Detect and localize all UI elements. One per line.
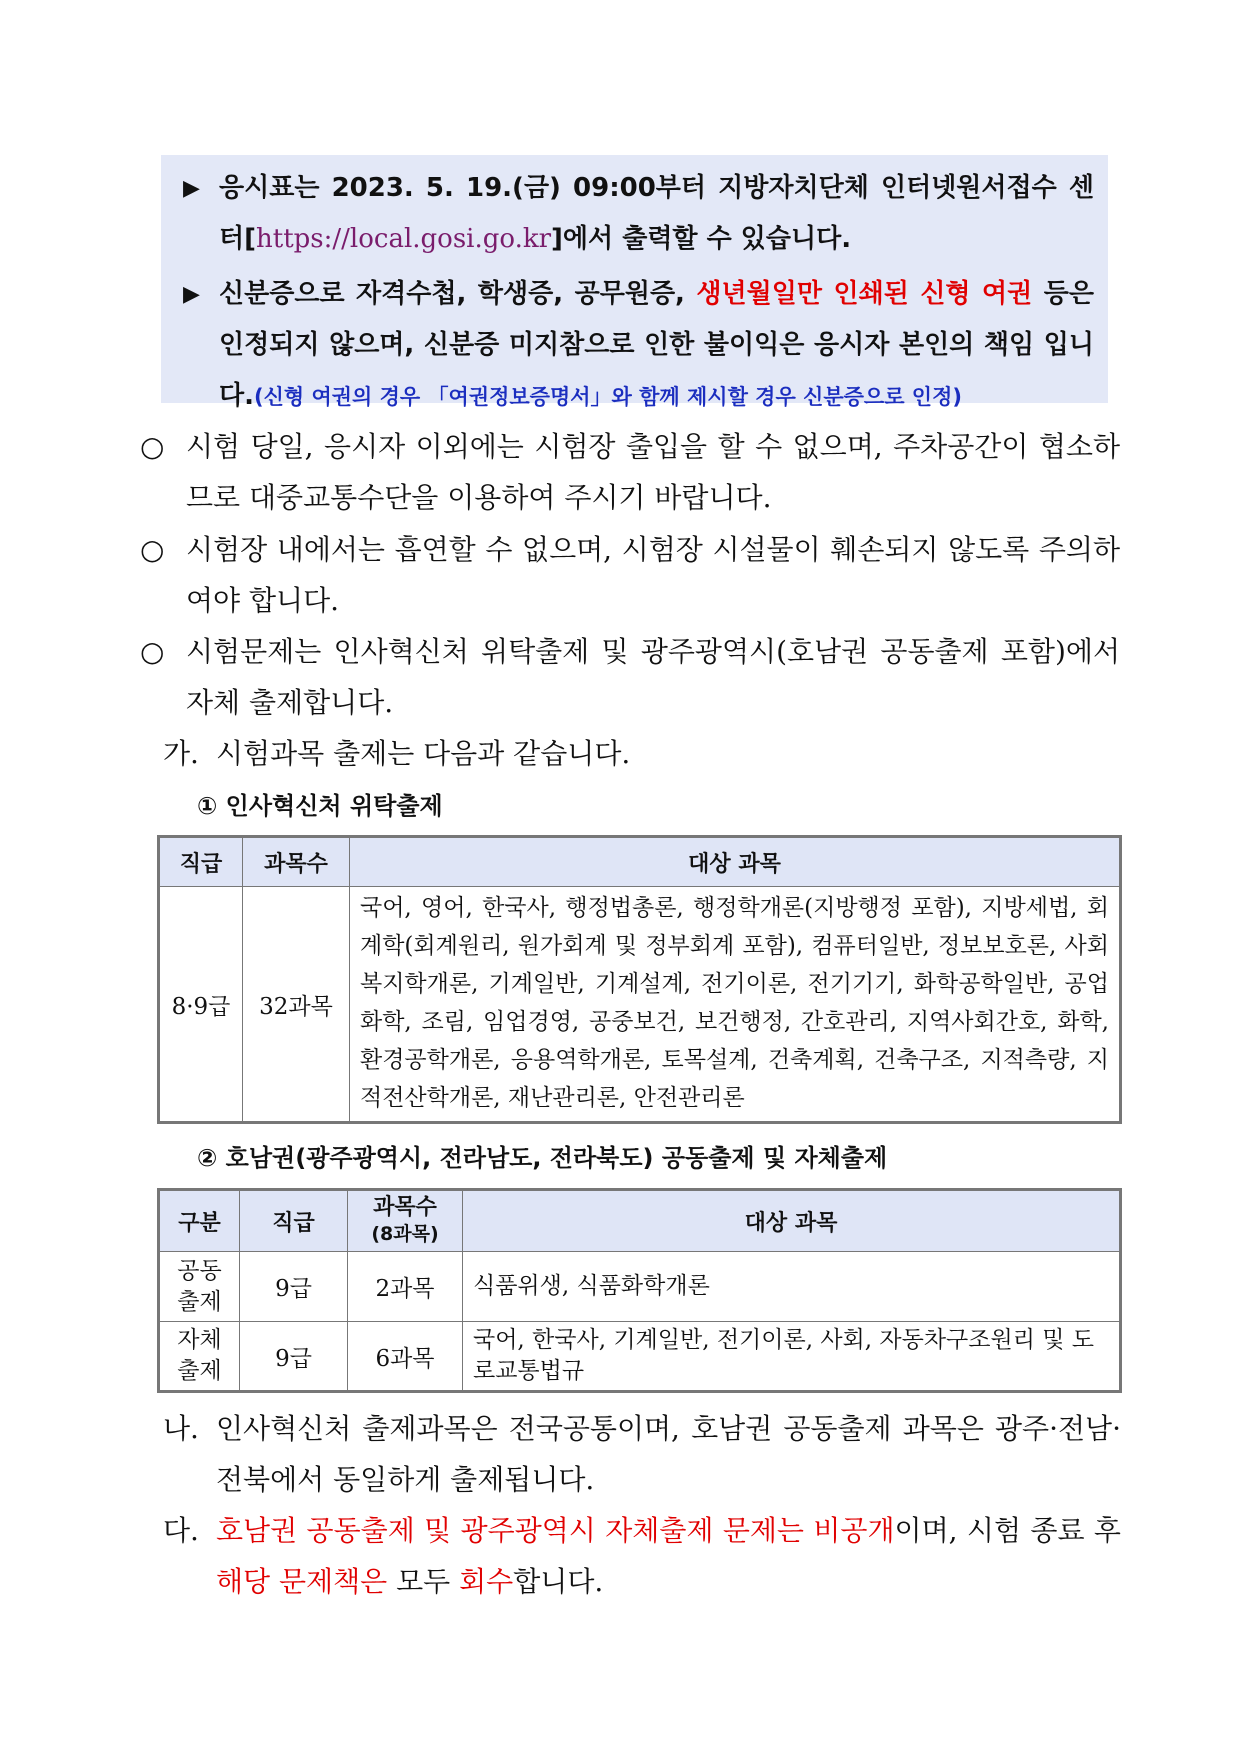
plain-text: 이며, 시험 종료 후	[894, 1514, 1121, 1547]
col-header-grade: 직급	[240, 1190, 348, 1252]
notice-text: ]에서 출력할 수 있습니다.	[551, 224, 852, 254]
notice-highlight: 생년월일만 인쇄된 신형 여권	[696, 279, 1033, 309]
cell-type: 공동출제	[159, 1252, 240, 1322]
cell-count: 2과목	[348, 1252, 463, 1322]
col-header-grade: 직급	[159, 837, 243, 887]
bullet-triangle-icon: ▶	[183, 282, 200, 307]
col-header-subjects: 대상 과목	[350, 837, 1121, 887]
paragraph-text: 시험장 내에서는 흡연할 수 없으며, 시험장 시설물이 훼손되지 않도록 주의하여야 합니다.	[186, 533, 1120, 617]
plain-text: 합니다.	[513, 1565, 604, 1598]
sub-item-text: 시험과목 출제는 다음과 같습니다.	[216, 737, 631, 770]
notice-text: 응시표는 2023. 5. 19.(금) 09:00부터 지방자치단체 인터넷원서접수 센터[	[219, 173, 1094, 254]
table-mpm-subjects	[157, 835, 1122, 1124]
cell-subjects: 국어, 영어, 한국사, 행정법총론, 행정학개론(지방행정 포함), 지방세법, 회계학(회계원리, 원가회계 및 정부회계 포함), 컴퓨터일반, 정보보호론, 사회복지학개론, 기계일반, 기계설계, 전기이론, 전기기기, 화학공학일반, 공업화학, 조림, 임업경영, 공중보건, 보건행정, 간호관리, 지역사회간호, 화학, 환경공학개론, 응용역학개론, 토목설계, 건축계획, 건축구조, 지적측량, 지적전산학개론, 재난관리론, 안전관리론	[350, 887, 1121, 1123]
bullet-triangle-icon: ▶	[183, 176, 200, 201]
notice-item-print-ticket	[183, 163, 1094, 265]
sub-item-na	[163, 1403, 1121, 1505]
notice-box	[161, 155, 1108, 411]
cell-grade: 8·9급	[159, 887, 243, 1123]
table-header-row	[159, 837, 1121, 887]
table-row	[159, 887, 1121, 1123]
sub-item-ga	[163, 728, 1121, 779]
col-header-count: 과목수	[243, 837, 350, 887]
cell-subjects: 국어, 한국사, 기계일반, 전기이론, 사회, 자동차구조원리 및 도로교통법규	[463, 1322, 1121, 1392]
table-honam-subjects	[157, 1188, 1122, 1393]
paragraph-exam-questions	[140, 626, 1120, 728]
circle-bullet-icon: ○	[140, 635, 165, 668]
table-row	[159, 1322, 1121, 1392]
site-url-link[interactable]: https://local.gosi.go.kr	[256, 224, 552, 254]
sub-item-mark: 다.	[163, 1514, 199, 1547]
highlight-collect: 회수	[459, 1565, 514, 1598]
cell-type: 자체출제	[159, 1322, 240, 1392]
col-header-subjects: 대상 과목	[463, 1190, 1121, 1252]
col-header-count-note: (8과목)	[371, 1223, 439, 1245]
sub-item-mark: 나.	[163, 1412, 199, 1445]
heading-honam-joint: ② 호남권(광주광역시, 전라남도, 전라북도) 공동출제 및 자체출제	[197, 1144, 888, 1172]
table-row	[159, 1252, 1121, 1322]
sub-item-text	[163, 1505, 1121, 1607]
cell-grade: 9급	[240, 1322, 348, 1392]
notice-text: 등은 인정되지 않으며, 신분증 미지참으로 인한 불이익은 응시자 본인의 책임 입니다.	[219, 279, 1094, 411]
plain-text: 모두	[387, 1565, 460, 1598]
highlight-booklet: 해당 문제책은	[216, 1565, 388, 1598]
heading-mpm-outsourced: ① 인사혁신처 위탁출제	[197, 792, 443, 820]
circle-bullet-icon: ○	[140, 533, 165, 566]
sub-item-text: 인사혁신처 출제과목은 전국공통이며, 호남권 공동출제 과목은 광주·전남·전북에서 동일하게 출제됩니다.	[216, 1412, 1121, 1496]
paragraph-text: 시험 당일, 응시자 이외에는 시험장 출입을 할 수 없으며, 주차공간이 협소하므로 대중교통수단을 이용하여 주시기 바랍니다.	[186, 430, 1120, 514]
paragraph-smoking-rule	[140, 524, 1120, 626]
cell-count: 6과목	[348, 1322, 463, 1392]
sub-item-mark: 가.	[163, 737, 199, 770]
highlight-non-public: 호남권 공동출제 및 광주광역시 자체출제 문제는 비공개	[216, 1514, 895, 1547]
col-header-count-label: 과목수	[373, 1195, 437, 1220]
notice-item-id-card	[183, 269, 1094, 423]
table-header-row	[159, 1190, 1121, 1252]
sub-item-da	[163, 1505, 1121, 1607]
paragraph-text: 시험문제는 인사혁신처 위탁출제 및 광주광역시(호남권 공동출제 포함)에서 자체 출제합니다.	[186, 635, 1120, 719]
cell-grade: 9급	[240, 1252, 348, 1322]
cell-count: 32과목	[243, 887, 350, 1123]
notice-note: (신형 여권의 경우 「여권정보증명서」와 함께 제시할 경우 신분증으로 인정)	[254, 385, 962, 409]
col-header-count	[348, 1190, 463, 1252]
paragraph-entry-rule	[140, 421, 1120, 523]
cell-subjects: 식품위생, 식품화학개론	[463, 1252, 1121, 1322]
notice-text: 신분증으로 자격수첩, 학생증, 공무원증,	[219, 279, 697, 309]
circle-bullet-icon: ○	[140, 430, 165, 463]
col-header-type: 구분	[159, 1190, 240, 1252]
